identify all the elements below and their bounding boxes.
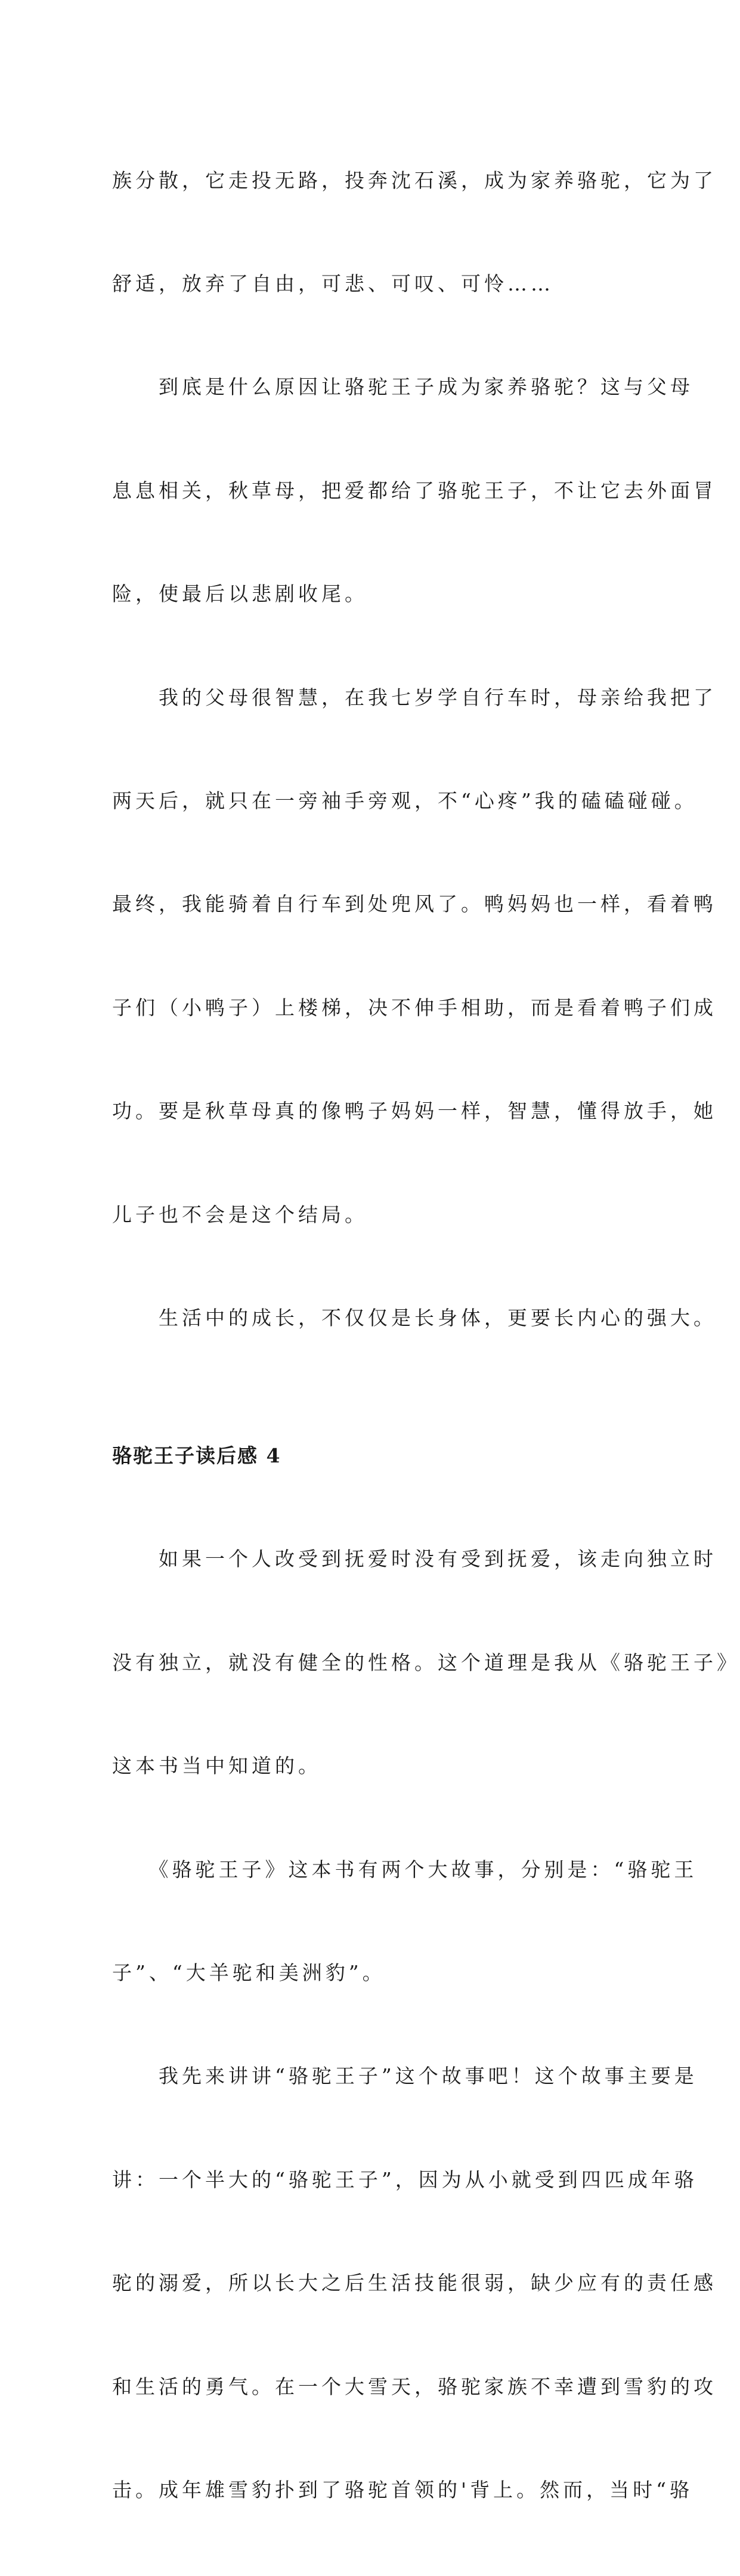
section2-body <box>112 1473 740 2576</box>
text-line: 我的父母很智慧，在我七岁学自行车时，母亲给我把了 <box>112 685 717 709</box>
text-line: 功。要是秋草母真的像鸭子妈妈一样，智慧，懂得放手，她 <box>112 1099 717 1123</box>
text-line: 儿子也不会是这个结局。 <box>112 1202 368 1226</box>
text-line: 险，使最后以悲剧收尾。 <box>112 582 368 606</box>
text-line: 和生活的勇气。在一个大雪天，骆驼家族不幸遭到雪豹的攻 <box>112 2374 717 2398</box>
text-line: 子们（小鸭子）上楼梯，决不伸手相助，而是看着鸭子们成 <box>112 995 717 1019</box>
section1-body <box>112 94 717 1404</box>
text-line: 《骆驼王子》这本书有两个大故事，分别是：“骆驼王 <box>112 1857 698 1881</box>
text-line: 最终，我能骑着自行车到处兜风了。鸭妈妈也一样，看着鸭 <box>112 892 717 916</box>
text-line: 我先来讲讲“骆驼王子”这个故事吧！这个故事主要是 <box>112 2064 698 2088</box>
text-line: 息息相关，秋草母，把爱都给了骆驼王子，不让它去外面冒 <box>112 478 717 502</box>
text-line: 子”、“大羊驼和美洲豹”。 <box>112 1961 386 1985</box>
text-line: 舒适，放弃了自由，可悲、可叹、可怜…… <box>112 271 554 295</box>
text-line: 族分散，它走投无路，投奔沈石溪，成为家养骆驼，它为了 <box>112 168 717 192</box>
section-gap <box>112 1404 637 1439</box>
text-line: 到底是什么原因让骆驼王子成为家养骆驼？这与父母 <box>112 375 693 399</box>
text-line: 生活中的成长，不仅仅是长身体，更要长内心的强大。 <box>112 1306 717 1329</box>
text-line: 没有独立，就没有健全的性格。这个道理是我从《骆驼王子》 <box>112 1650 740 1674</box>
text-line: 击。成年雄雪豹扑到了骆驼首领的'背上。然而，当时“骆 <box>112 2478 693 2501</box>
text-line: 如果一个人改受到抚爱时没有受到抚爱，该走向独立时 <box>112 1547 717 1571</box>
text-line: 这本书当中知道的。 <box>112 1754 321 1778</box>
section-heading: 骆驼王子读后感 4 <box>112 1444 281 1468</box>
text-line: 讲：一个半大的“骆驼王子”，因为从小就受到四匹成年骆 <box>112 2167 698 2191</box>
text-line: 两天后，就只在一旁袖手旁观，不“心疼”我的磕磕碰碰。 <box>112 788 698 812</box>
text-line: 驼的溺爱，所以长大之后生活技能很弱，缺少应有的责任感 <box>112 2271 717 2295</box>
document-page <box>112 94 740 2576</box>
